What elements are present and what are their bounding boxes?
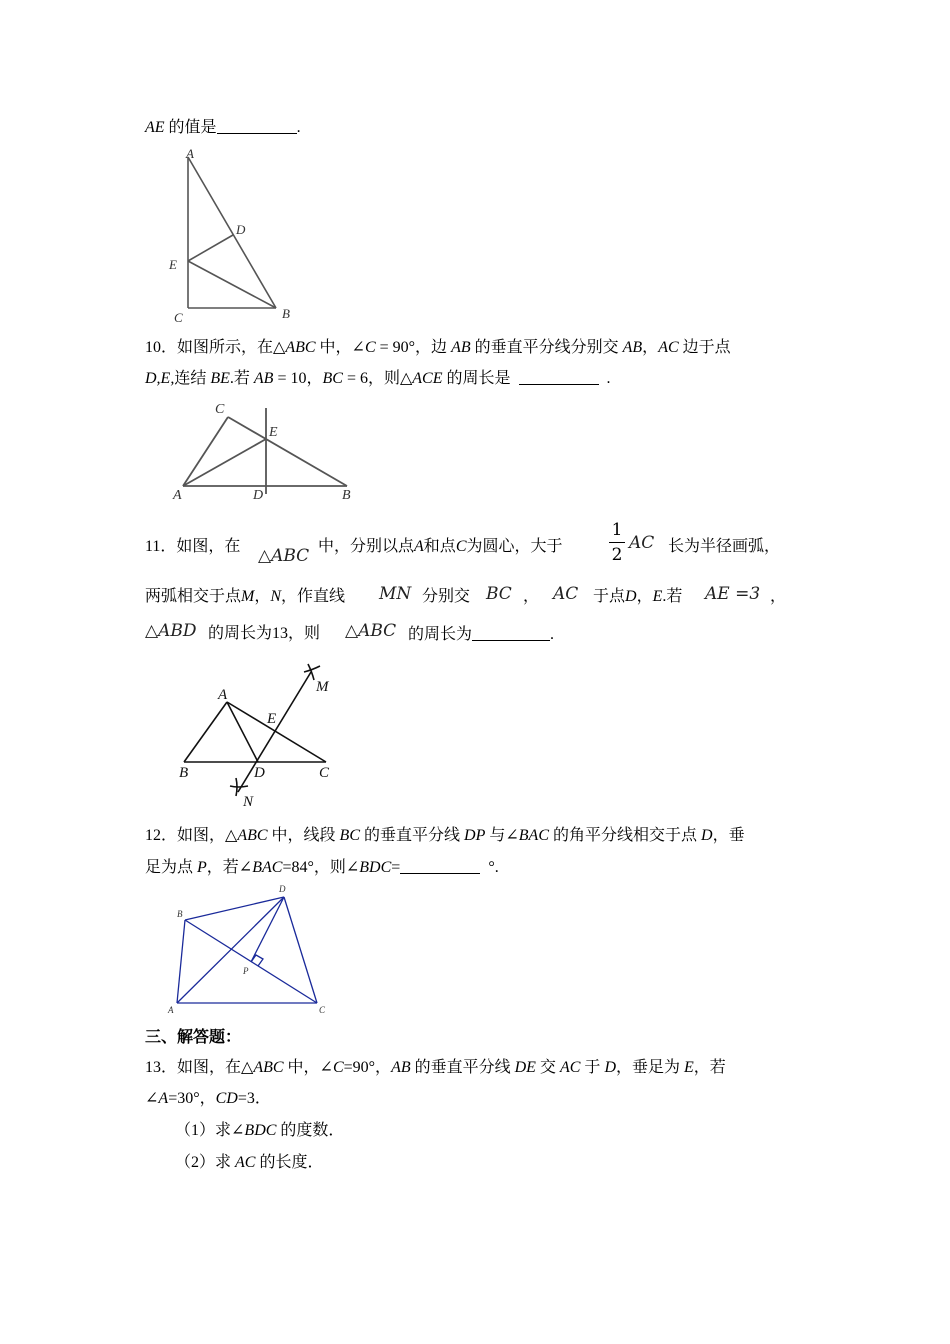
math-expr: △ABC <box>258 546 310 566</box>
answer-blank[interactable] <box>472 624 550 641</box>
fig-label: A <box>218 687 228 703</box>
q10-figure <box>165 398 365 503</box>
answer-blank[interactable] <box>217 117 297 134</box>
fig-label: B <box>282 306 290 321</box>
q9-figure <box>160 145 300 325</box>
fig-label: A <box>168 1005 174 1015</box>
q13-part-2: （2）求 AC 的长度． <box>175 1154 324 1171</box>
fig-label: B <box>177 909 183 919</box>
q10-line-2: D,E,连结 BE.若 AB = 10，BC = 6，则△ACE 的周长是 . <box>145 370 611 387</box>
fig-label: M <box>316 679 329 695</box>
fig-label: D <box>279 884 286 894</box>
fig-label: E <box>267 711 277 727</box>
math-expr: AC <box>629 533 655 553</box>
fraction: 1 2 <box>609 520 625 565</box>
fig-label: A <box>186 146 194 161</box>
fig-label: C <box>174 310 183 325</box>
q10-line-1: 10．如图所示，在△ABC 中，∠C = 90°，边 AB 的垂直平分线分别交 AB，AC 边于点 <box>145 339 731 356</box>
q11-line-1b: 中，分别以点A和点C为圆心，大于 <box>318 538 563 555</box>
answer-blank[interactable] <box>519 368 599 385</box>
fig-label: C <box>319 1005 326 1015</box>
q12-figure <box>160 880 340 1020</box>
fig-label: B <box>342 488 351 503</box>
fig-label: P <box>243 966 249 976</box>
fig-label: E <box>169 257 177 272</box>
fig-label: C <box>215 402 225 417</box>
answer-blank[interactable] <box>400 857 480 874</box>
q13-line-1: 13．如图，在△ABC 中，∠C=90°，AB 的垂直平分线 DE 交 AC 于 D，垂足为 E，若 <box>145 1059 726 1076</box>
q12-line-2: 足为点 P，若∠BAC=84°，则∠BDC= °. <box>145 859 499 876</box>
fig-label: A <box>173 488 182 503</box>
q11-figure <box>170 660 350 810</box>
fig-label: D <box>254 765 265 781</box>
fig-label: N <box>243 794 254 810</box>
fig-label: D <box>253 488 264 503</box>
q13-line-2: ∠A=30°，CD=3． <box>145 1090 271 1107</box>
q12-line-1: 12．如图，△ABC 中，线段 BC 的垂直平分线 DP 与∠BAC 的角平分线相交于点 D，垂 <box>145 827 745 844</box>
fig-label: E <box>269 425 278 440</box>
section-heading: 三、解答题： <box>145 1029 242 1046</box>
fig-label: D <box>236 222 246 237</box>
q11-line-2: 两弧相交于点M，N，作直线 <box>145 588 346 605</box>
q9-tail-line: AE 的值是 . <box>145 119 301 136</box>
fig-label: C <box>319 765 330 781</box>
q13-part-1: （1）求∠BDC 的度数． <box>175 1122 345 1139</box>
fig-label: B <box>179 765 189 781</box>
q11-line-1: 11．如图，在 <box>145 538 241 555</box>
